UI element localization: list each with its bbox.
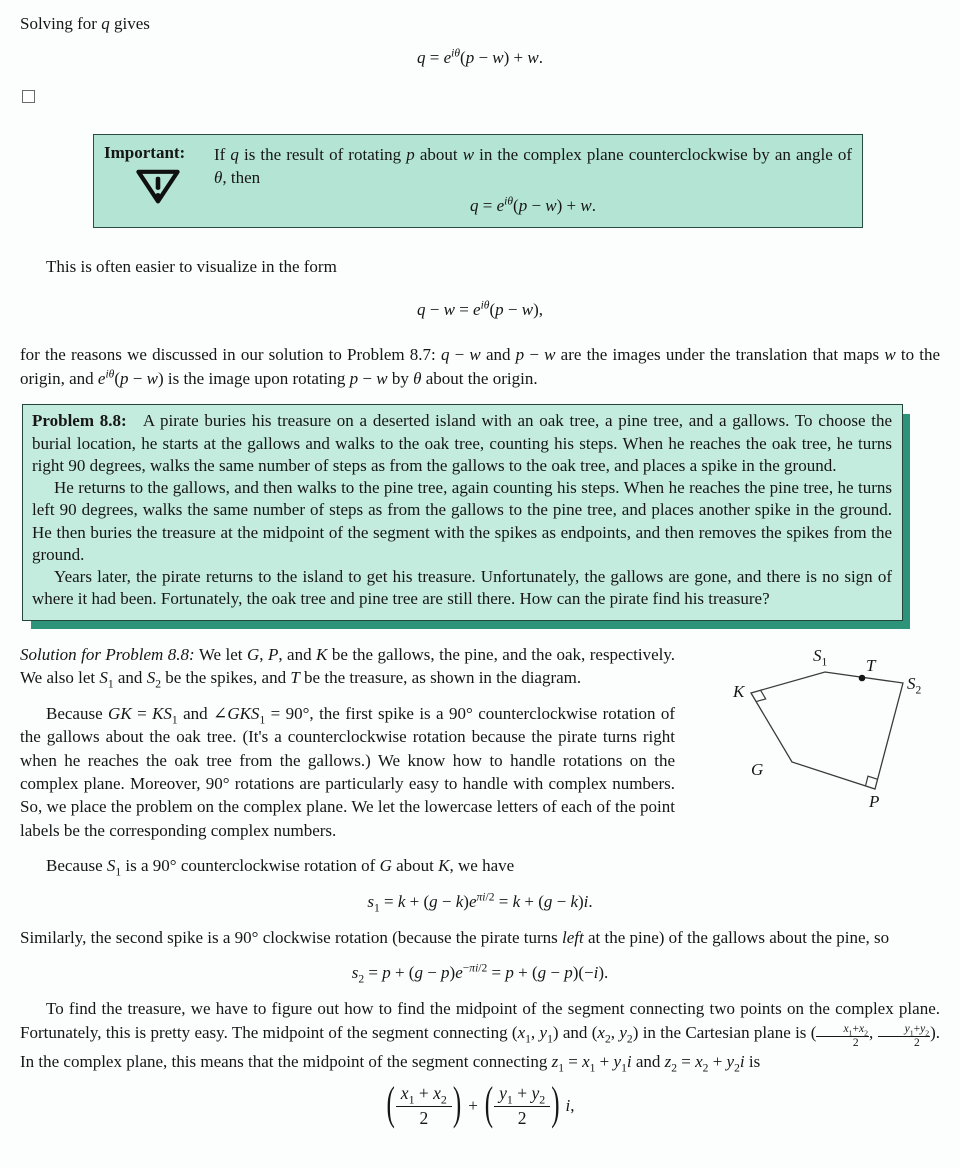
diagram-label-oak: K [733, 681, 745, 701]
right-paren: ) [452, 1079, 462, 1130]
solution-paragraph-5 [20, 997, 940, 1073]
diagram-label-spike2: $S_2$ [907, 673, 922, 697]
diagram-label-treasure: T [866, 655, 876, 675]
pirate-treasure-diagram [685, 645, 940, 833]
qed-square-icon [22, 90, 35, 103]
problem-paragraph-3: Years later, the pirate returns to the island to get his treasure. Unfortunately, the gallows are gone, and there is no sign of where it had been. Fortunately, the oak tree and pine tree are still there. How can the pirate find his treasure? [32, 567, 892, 609]
problem-paragraph-1 [32, 410, 892, 477]
solution-p5-start: To find the treasure, we have to figure out how to find the midpoint of the segment connecting two points on the complex plane. Fortunately, this is pretty easy. The midpoint of the segment connecting ($x_1$, $y_1$) and ($x_2$, $y_2$) in the Cartesian plane is ( [20, 999, 940, 1046]
inline-fraction-x: $\frac{x_1+x_2}{2}$ [816, 1023, 869, 1049]
important-body-column [214, 143, 852, 217]
intro-line: Solving for q gives [20, 14, 150, 33]
important-label: Important: [104, 142, 186, 162]
equation-suffix: i, [565, 1096, 575, 1116]
fraction-x: $\frac{x_1 + x_2}{2}$ [396, 1083, 452, 1130]
diagram-label-gallows: G [751, 759, 764, 779]
important-equation: $q = e^{i\theta}(p - w) + w$. [470, 194, 596, 216]
left-paren-2: ( [484, 1079, 494, 1130]
visualize-intro: This is often easier to visualize in the form [46, 256, 337, 276]
right-paren-2: ) [551, 1079, 560, 1130]
solution-lead: Solution for Problem 8.8: [20, 644, 195, 664]
problem-label: Problem 8.8: [32, 411, 127, 431]
solution-paragraph-4: Similarly, the second spike is a 90° clockwise rotation (because the pirate turns left at the pine) of the gallows about the pine, so [20, 927, 890, 947]
display-equation-rotation: $q = e^{i\theta}(p - w) + w$. [417, 46, 543, 68]
diagram-label-spike1: $S_1$ [813, 645, 828, 669]
visualize-followup: for the reasons we discussed in our solution to Problem 8.7: q − w and p − w are the images under the translation that maps w to the origin, and $e^{i\theta}(p - w)$ is the image upon rotating p − w by θ about the origin. [20, 345, 941, 388]
display-equation-s1: $s_1 = k + (g - k)e^{\pi i/2} = k + (g - k)i$. [367, 890, 593, 915]
problem-p1-text: A pirate buries his treasure on a deserted island with an oak tree, a pine tree, and a gallows. To choose the burial location, he starts at the gallows and walks to the oak tree, counting his steps. When he reaches the oak tree, he turns right 90 degrees, walks the same number of steps as from the gallows to the oak tree, and places a spike in the ground. [32, 411, 892, 475]
important-callout-box [93, 134, 863, 228]
solution-section [20, 643, 940, 1130]
important-body-text: If q is the result of rotating p about w in the complex plane counterclockwise by an angle of θ, then [214, 144, 852, 187]
left-paren: ( [386, 1079, 395, 1130]
right-angle-marker-K [756, 690, 766, 701]
solution-p5-comma: , [868, 1022, 878, 1042]
fraction-y: $\frac{y_1 + y_2}{2}$ [494, 1083, 550, 1130]
display-equation-visualize: $q - w = e^{i\theta}(p - w)$, [417, 298, 543, 320]
problem-paragraph-2: He returns to the gallows, and then walks to the pine tree, again counting his steps. When he reaches the pine tree, he turns left 90 degrees, walks the same number of steps as from the gallows to the pine tree, and places another spike in the ground. He then buries the treasure at the midpoint of the segment with the spikes as endpoints, and then removes the spikes from the ground. [32, 478, 892, 564]
display-equation-midpoint [20, 1079, 940, 1130]
solution-paragraph-2: Because GK = $KS_1$ and $\angle GKS_1 = 90^\circ$, the first spike is a 90° counterclockwise rotation of the gallows about the oak tree. (It's a counterclockwise rotation because the pirate turns right when he reaches the oak tree from the gallows.) We know how to handle rotations on the complex plane. Moreover, 90° rotations are particularly easy to handle with complex numbers. So, we place the problem on the complex plane. We let the lowercase letters of each of the point labels be the corresponding complex numbers. [20, 703, 676, 840]
solution-p1-text: We let G, P, and K be the gallows, the pine, and the oak, respectively. We also let $S_1$ and $S_2$ be the spikes, and T be the treasure, as shown in the diagram. [20, 644, 676, 691]
diagram-label-pine: P [869, 791, 880, 811]
treasure-point-dot [859, 674, 866, 681]
solution-paragraph-3: Because $S_1$ is a 90° counterclockwise rotation of G about K, we have [46, 856, 515, 879]
important-label-column [102, 143, 214, 217]
warning-icon [135, 165, 181, 207]
inline-fraction-y: $\frac{y_1+y_2}{2}$ [878, 1023, 931, 1049]
display-equation-s2: $s_2 = p + (g - p)e^{-\pi i/2} = p + (g - p)(-i)$. [351, 961, 609, 986]
plus-operator: + [468, 1096, 478, 1116]
diagram-figure [685, 645, 940, 833]
problem-8-8-box [22, 404, 903, 620]
solution-p5-end: ). In the complex plane, this means that the midpoint of the segment connecting $z_1 = x_1 + y_1i$ and $z_2 = x_2 + y_2i$ is [20, 1022, 941, 1074]
